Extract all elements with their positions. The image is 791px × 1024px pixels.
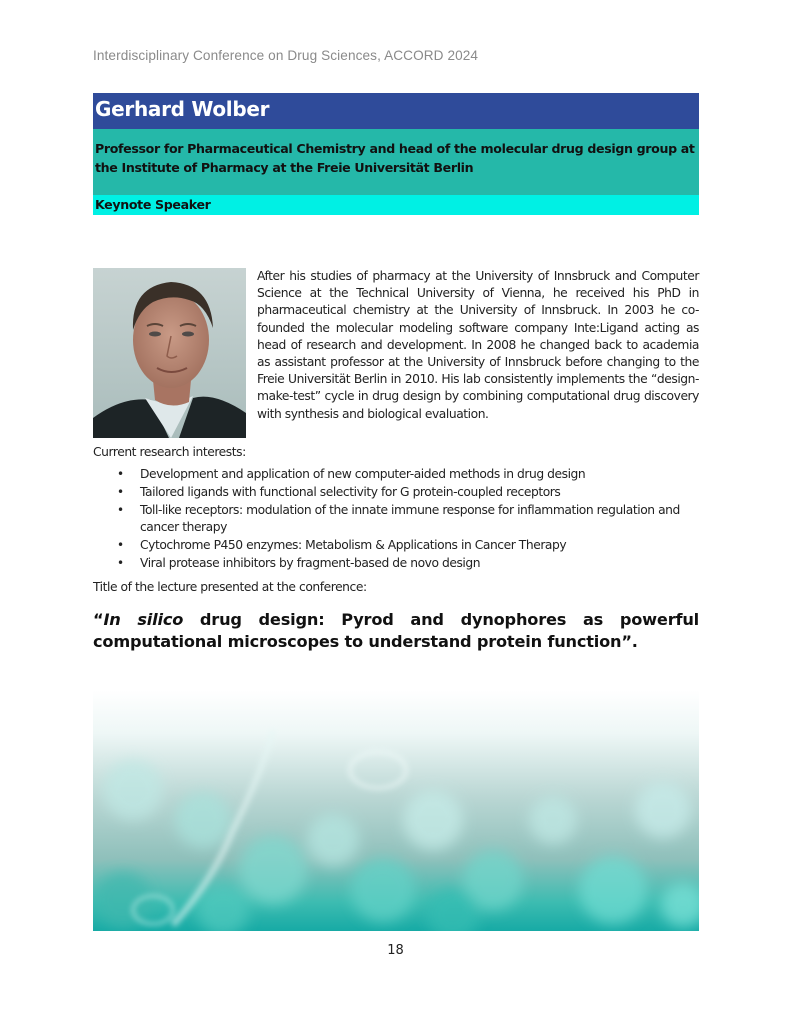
- speaker-bio: After his studies of pharmacy at the University of Innsbruck and Computer Science at the Technical University of Vienna, he received his PhD in pharmaceutical chemistry at the University of Innsbruck. In 2003 he co-founded the molecular modeling software company Inte:Ligand acting as head of research and development. In 2008 he changed back to academia as assistant professor at the University of Innsbruck before changing to the Freie Universität Berlin in 2010. His lab consistently implements the “design-make-test” cycle in drug design by combining computational drug discovery with synthesis and biological evaluation.: [257, 269, 699, 421]
- research-interests-label: Current research interests:: [93, 445, 246, 459]
- interest-text: Tailored ligands with functional selectivity for G protein-coupled receptors: [140, 484, 561, 499]
- bullet-icon: •: [117, 467, 124, 481]
- interest-text: Toll-like receptors: modulation of the innate immune response for inflammation regulation and cancer therapy: [140, 502, 680, 535]
- bullet-icon: •: [117, 484, 124, 499]
- list-item: [93, 466, 699, 484]
- cell-bokeh-illustration: [93, 690, 699, 931]
- list-item: [93, 537, 699, 555]
- list-item: [93, 502, 699, 538]
- speaker-role: Keynote Speaker: [93, 195, 699, 215]
- lecture-label: Title of the lecture presented at the conference:: [93, 580, 367, 594]
- interest-text: Viral protease inhibitors by fragment-based de novo design: [140, 555, 481, 570]
- lecture-title: [93, 609, 699, 653]
- running-header: Interdisciplinary Conference on Drug Sciences, ACCORD 2024: [93, 48, 479, 63]
- page-number: 18: [387, 943, 404, 958]
- list-item: [93, 555, 699, 573]
- speaker-portrait: [93, 268, 246, 438]
- bullet-icon: •: [117, 502, 124, 517]
- interest-text: Cytochrome P450 enzymes: Metabolism & Applications in Cancer Therapy: [140, 538, 567, 553]
- decorative-banner-image: [93, 690, 699, 931]
- lecture-title-italic: In silico: [103, 610, 184, 629]
- list-item: [93, 484, 699, 502]
- portrait-image: [93, 268, 246, 438]
- lecture-open-quote: “: [93, 610, 104, 629]
- speaker-name: Gerhard Wolber: [93, 93, 699, 129]
- research-interests-list: [93, 466, 699, 573]
- speaker-affiliation: Professor for Pharmaceutical Chemistry and head of the molecular drug design group at the Institute of Pharmacy at the Freie Universität Berlin: [93, 129, 699, 195]
- bullet-icon: •: [117, 555, 124, 570]
- lecture-title-rest: drug design: Pyrod and dynophores as powerful computational microscopes to understand protein function”.: [93, 610, 699, 651]
- bullet-icon: •: [117, 538, 124, 553]
- interest-text: Development and application of new computer-aided methods in drug design: [140, 467, 586, 481]
